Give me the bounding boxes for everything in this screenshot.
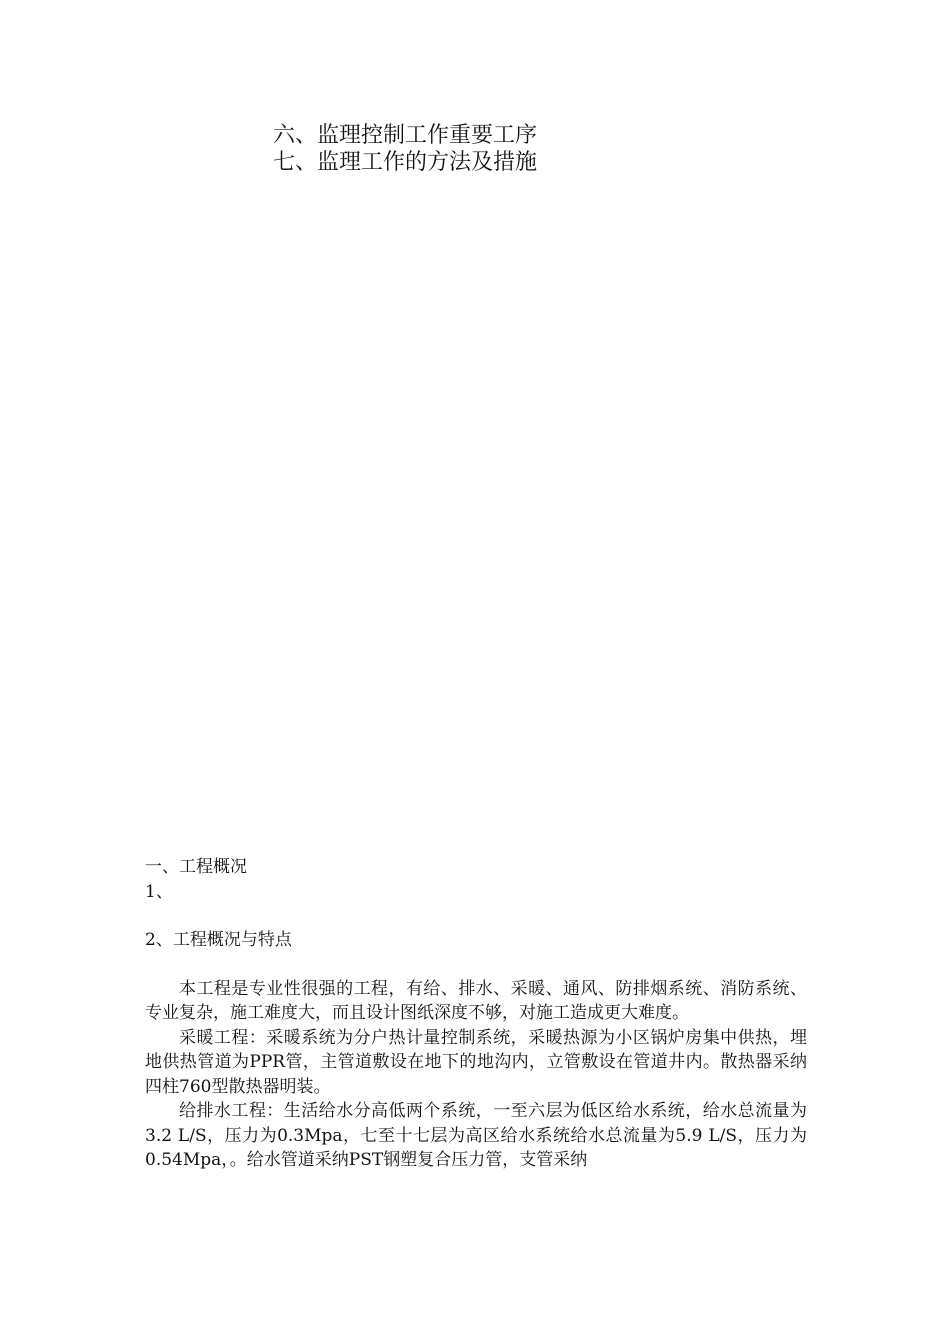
section-heading: 一、工程概况 bbox=[145, 857, 247, 877]
toc-item-7: 七、监理工作的方法及措施 bbox=[273, 150, 538, 175]
paragraph-water: 给排水工程：生活给水分高低两个系统，一至六层为低区给水系统，给水总流量为3.2 L/S，压力为0.3Mpa，七至十七层为高区给水系统给水总流量为5.9 L/S，压力为0.54Mpa，。给水管道采纳PST钢塑复合压力管，支管采纳 bbox=[145, 1101, 807, 1170]
subsection-1: 1、 bbox=[145, 881, 173, 902]
toc-item-6: 六、监理控制工作重要工序 bbox=[273, 123, 538, 148]
document-body bbox=[145, 855, 807, 1173]
table-of-contents bbox=[273, 122, 537, 176]
paragraph-heating: 采暖工程：采暖系统为分户热计量控制系统，采暖热源为小区锅炉房集中供热，埋地供热管道为PPR管，主管道敷设在地下的地沟内，立管敷设在管道井内。散热器采纳四柱760型散热器明装。 bbox=[145, 1027, 807, 1097]
subsection-2: 2、工程概况与特点 bbox=[145, 930, 292, 950]
paragraph-overview: 本工程是专业性很强的工程，有给、排水、采暖、通风、防排烟系统、消防系统、专业复杂，施工难度大，而且设计图纸深度不够，对施工造成更大难度。 bbox=[145, 978, 807, 1023]
